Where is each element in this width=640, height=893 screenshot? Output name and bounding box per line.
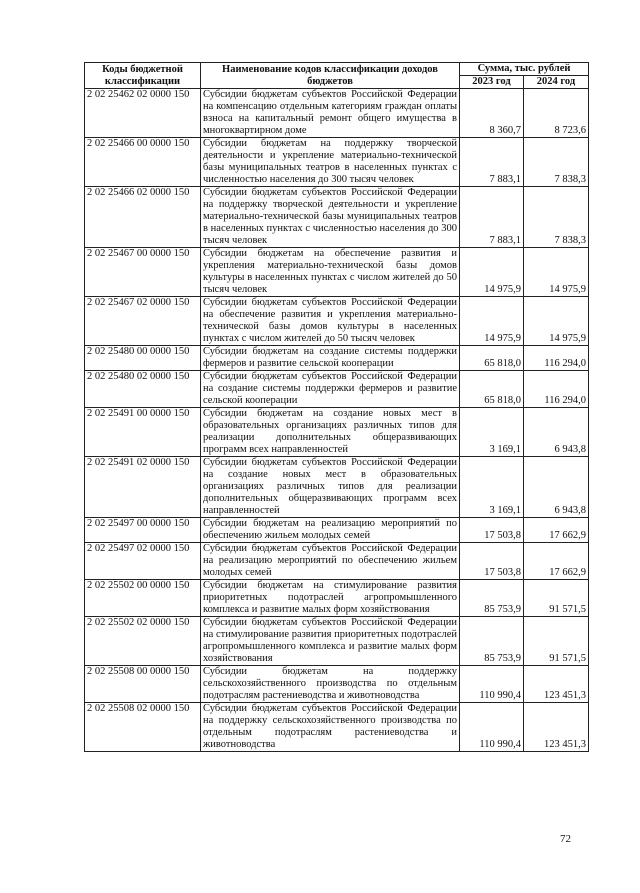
table-row xyxy=(85,580,589,617)
value-2024-cell: 123 451,3 xyxy=(524,666,589,703)
code-cell: 2 02 25491 00 0000 150 xyxy=(85,408,201,457)
name-cell: Субсидии бюджетам субъектов Российской Федерации на поддержку творческой деятельности и укрепление материально-технической базы муниципальных театров в населенных пунктах с численностью населения до 300 тысяч человек xyxy=(201,187,460,248)
value-2023-cell: 85 753,9 xyxy=(460,580,524,617)
name-cell: Субсидии бюджетам на обеспечение развития и укрепления материально-технической базы домов культуры в населенных пунктах с числом жителей до 50 тысяч человек xyxy=(201,248,460,297)
code-cell: 2 02 25462 02 0000 150 xyxy=(85,89,201,138)
value-2024-cell: 91 571,5 xyxy=(524,617,589,666)
table-row xyxy=(85,89,589,138)
value-2023-cell: 17 503,8 xyxy=(460,543,524,580)
code-cell: 2 02 25497 02 0000 150 xyxy=(85,543,201,580)
value-2024-cell: 14 975,9 xyxy=(524,248,589,297)
name-cell: Субсидии бюджетам субъектов Российской Федерации на стимулирование развития приоритетных подотраслей агропромышленного комплекса и развитие малых форм хозяйствования xyxy=(201,617,460,666)
code-cell: 2 02 25508 02 0000 150 xyxy=(85,703,201,752)
table-row xyxy=(85,187,589,248)
table-row xyxy=(85,248,589,297)
table-row xyxy=(85,138,589,187)
value-2023-cell: 65 818,0 xyxy=(460,346,524,371)
value-2023-cell: 110 990,4 xyxy=(460,703,524,752)
table-row xyxy=(85,346,589,371)
table-row xyxy=(85,371,589,408)
header-row xyxy=(85,63,589,76)
name-cell: Субсидии бюджетам субъектов Российской Федерации на поддержку сельскохозяйственного производства по отдельным подотраслям растениеводства и животноводства xyxy=(201,703,460,752)
value-2023-cell: 17 503,8 xyxy=(460,518,524,543)
name-cell: Субсидии бюджетам субъектов Российской Федерации на создание системы поддержки фермеров и развитие сельской кооперации xyxy=(201,371,460,408)
name-cell: Субсидии бюджетам субъектов Российской Федерации на реализацию мероприятий по обеспечению жильем молодых семей xyxy=(201,543,460,580)
header-sum: Сумма, тыс. рублей xyxy=(460,63,589,76)
value-2023-cell: 65 818,0 xyxy=(460,371,524,408)
table-row xyxy=(85,297,589,346)
value-2023-cell: 14 975,9 xyxy=(460,297,524,346)
value-2024-cell: 6 943,8 xyxy=(524,408,589,457)
value-2023-cell: 7 883,1 xyxy=(460,187,524,248)
value-2023-cell: 85 753,9 xyxy=(460,617,524,666)
budget-table xyxy=(84,62,589,752)
value-2024-cell: 116 294,0 xyxy=(524,371,589,408)
code-cell: 2 02 25491 02 0000 150 xyxy=(85,457,201,518)
table-row xyxy=(85,543,589,580)
table-row xyxy=(85,617,589,666)
header-codes: Коды бюджетной классификации xyxy=(85,63,201,89)
code-cell: 2 02 25466 00 0000 150 xyxy=(85,138,201,187)
name-cell: Субсидии бюджетам на поддержку творческой деятельности и укрепление материально-технической базы муниципальных театров в населенных пунктах с численностью населения до 300 тысяч человек xyxy=(201,138,460,187)
value-2023-cell: 14 975,9 xyxy=(460,248,524,297)
header-names: Наименование кодов классификации доходов бюджетов xyxy=(201,63,460,89)
value-2024-cell: 116 294,0 xyxy=(524,346,589,371)
value-2024-cell: 8 723,6 xyxy=(524,89,589,138)
value-2024-cell: 123 451,3 xyxy=(524,703,589,752)
name-cell: Субсидии бюджетам на создание новых мест в образовательных организациях различных типов для реализации дополнительных общеразвивающих программ всех направленностей xyxy=(201,408,460,457)
code-cell: 2 02 25502 02 0000 150 xyxy=(85,617,201,666)
code-cell: 2 02 25480 00 0000 150 xyxy=(85,346,201,371)
name-cell: Субсидии бюджетам субъектов Российской Федерации на обеспечение развития и укрепления материально-технической базы домов культуры в населенных пунктах с числом жителей до 50 тысяч человек xyxy=(201,297,460,346)
page-number: 72 xyxy=(560,833,571,845)
header-year-2023: 2023 год xyxy=(460,76,524,89)
table-row xyxy=(85,518,589,543)
header-year-2024: 2024 год xyxy=(524,76,589,89)
value-2024-cell: 91 571,5 xyxy=(524,580,589,617)
code-cell: 2 02 25508 00 0000 150 xyxy=(85,666,201,703)
name-cell: Субсидии бюджетам на стимулирование развития приоритетных подотраслей агропромышленного комплекса и развитие малых форм хозяйствования xyxy=(201,580,460,617)
code-cell: 2 02 25466 02 0000 150 xyxy=(85,187,201,248)
table-row xyxy=(85,408,589,457)
code-cell: 2 02 25480 02 0000 150 xyxy=(85,371,201,408)
name-cell: Субсидии бюджетам субъектов Российской Федерации на компенсацию отдельным категориям граждан оплаты взноса на капитальный ремонт общего имущества в многоквартирном доме xyxy=(201,89,460,138)
value-2024-cell: 14 975,9 xyxy=(524,297,589,346)
name-cell: Субсидии бюджетам на создание системы поддержки фермеров и развитие сельской кооперации xyxy=(201,346,460,371)
name-cell: Субсидии бюджетам субъектов Российской Федерации на создание новых мест в образовательных организациях различных типов для реализации дополнительных общеразвивающих программ всех направленностей xyxy=(201,457,460,518)
value-2024-cell: 17 662,9 xyxy=(524,518,589,543)
code-cell: 2 02 25497 00 0000 150 xyxy=(85,518,201,543)
value-2024-cell: 6 943,8 xyxy=(524,457,589,518)
code-cell: 2 02 25467 00 0000 150 xyxy=(85,248,201,297)
name-cell: Субсидии бюджетам на поддержку сельскохозяйственного производства по отдельным подотраслям растениеводства и животноводства xyxy=(201,666,460,703)
value-2023-cell: 3 169,1 xyxy=(460,408,524,457)
document-page xyxy=(84,62,589,752)
code-cell: 2 02 25502 00 0000 150 xyxy=(85,580,201,617)
value-2023-cell: 3 169,1 xyxy=(460,457,524,518)
value-2023-cell: 7 883,1 xyxy=(460,138,524,187)
table-row xyxy=(85,703,589,752)
value-2023-cell: 8 360,7 xyxy=(460,89,524,138)
table-row xyxy=(85,457,589,518)
value-2024-cell: 7 838,3 xyxy=(524,187,589,248)
code-cell: 2 02 25467 02 0000 150 xyxy=(85,297,201,346)
name-cell: Субсидии бюджетам на реализацию мероприятий по обеспечению жильем молодых семей xyxy=(201,518,460,543)
value-2024-cell: 17 662,9 xyxy=(524,543,589,580)
value-2024-cell: 7 838,3 xyxy=(524,138,589,187)
value-2023-cell: 110 990,4 xyxy=(460,666,524,703)
table-row xyxy=(85,666,589,703)
